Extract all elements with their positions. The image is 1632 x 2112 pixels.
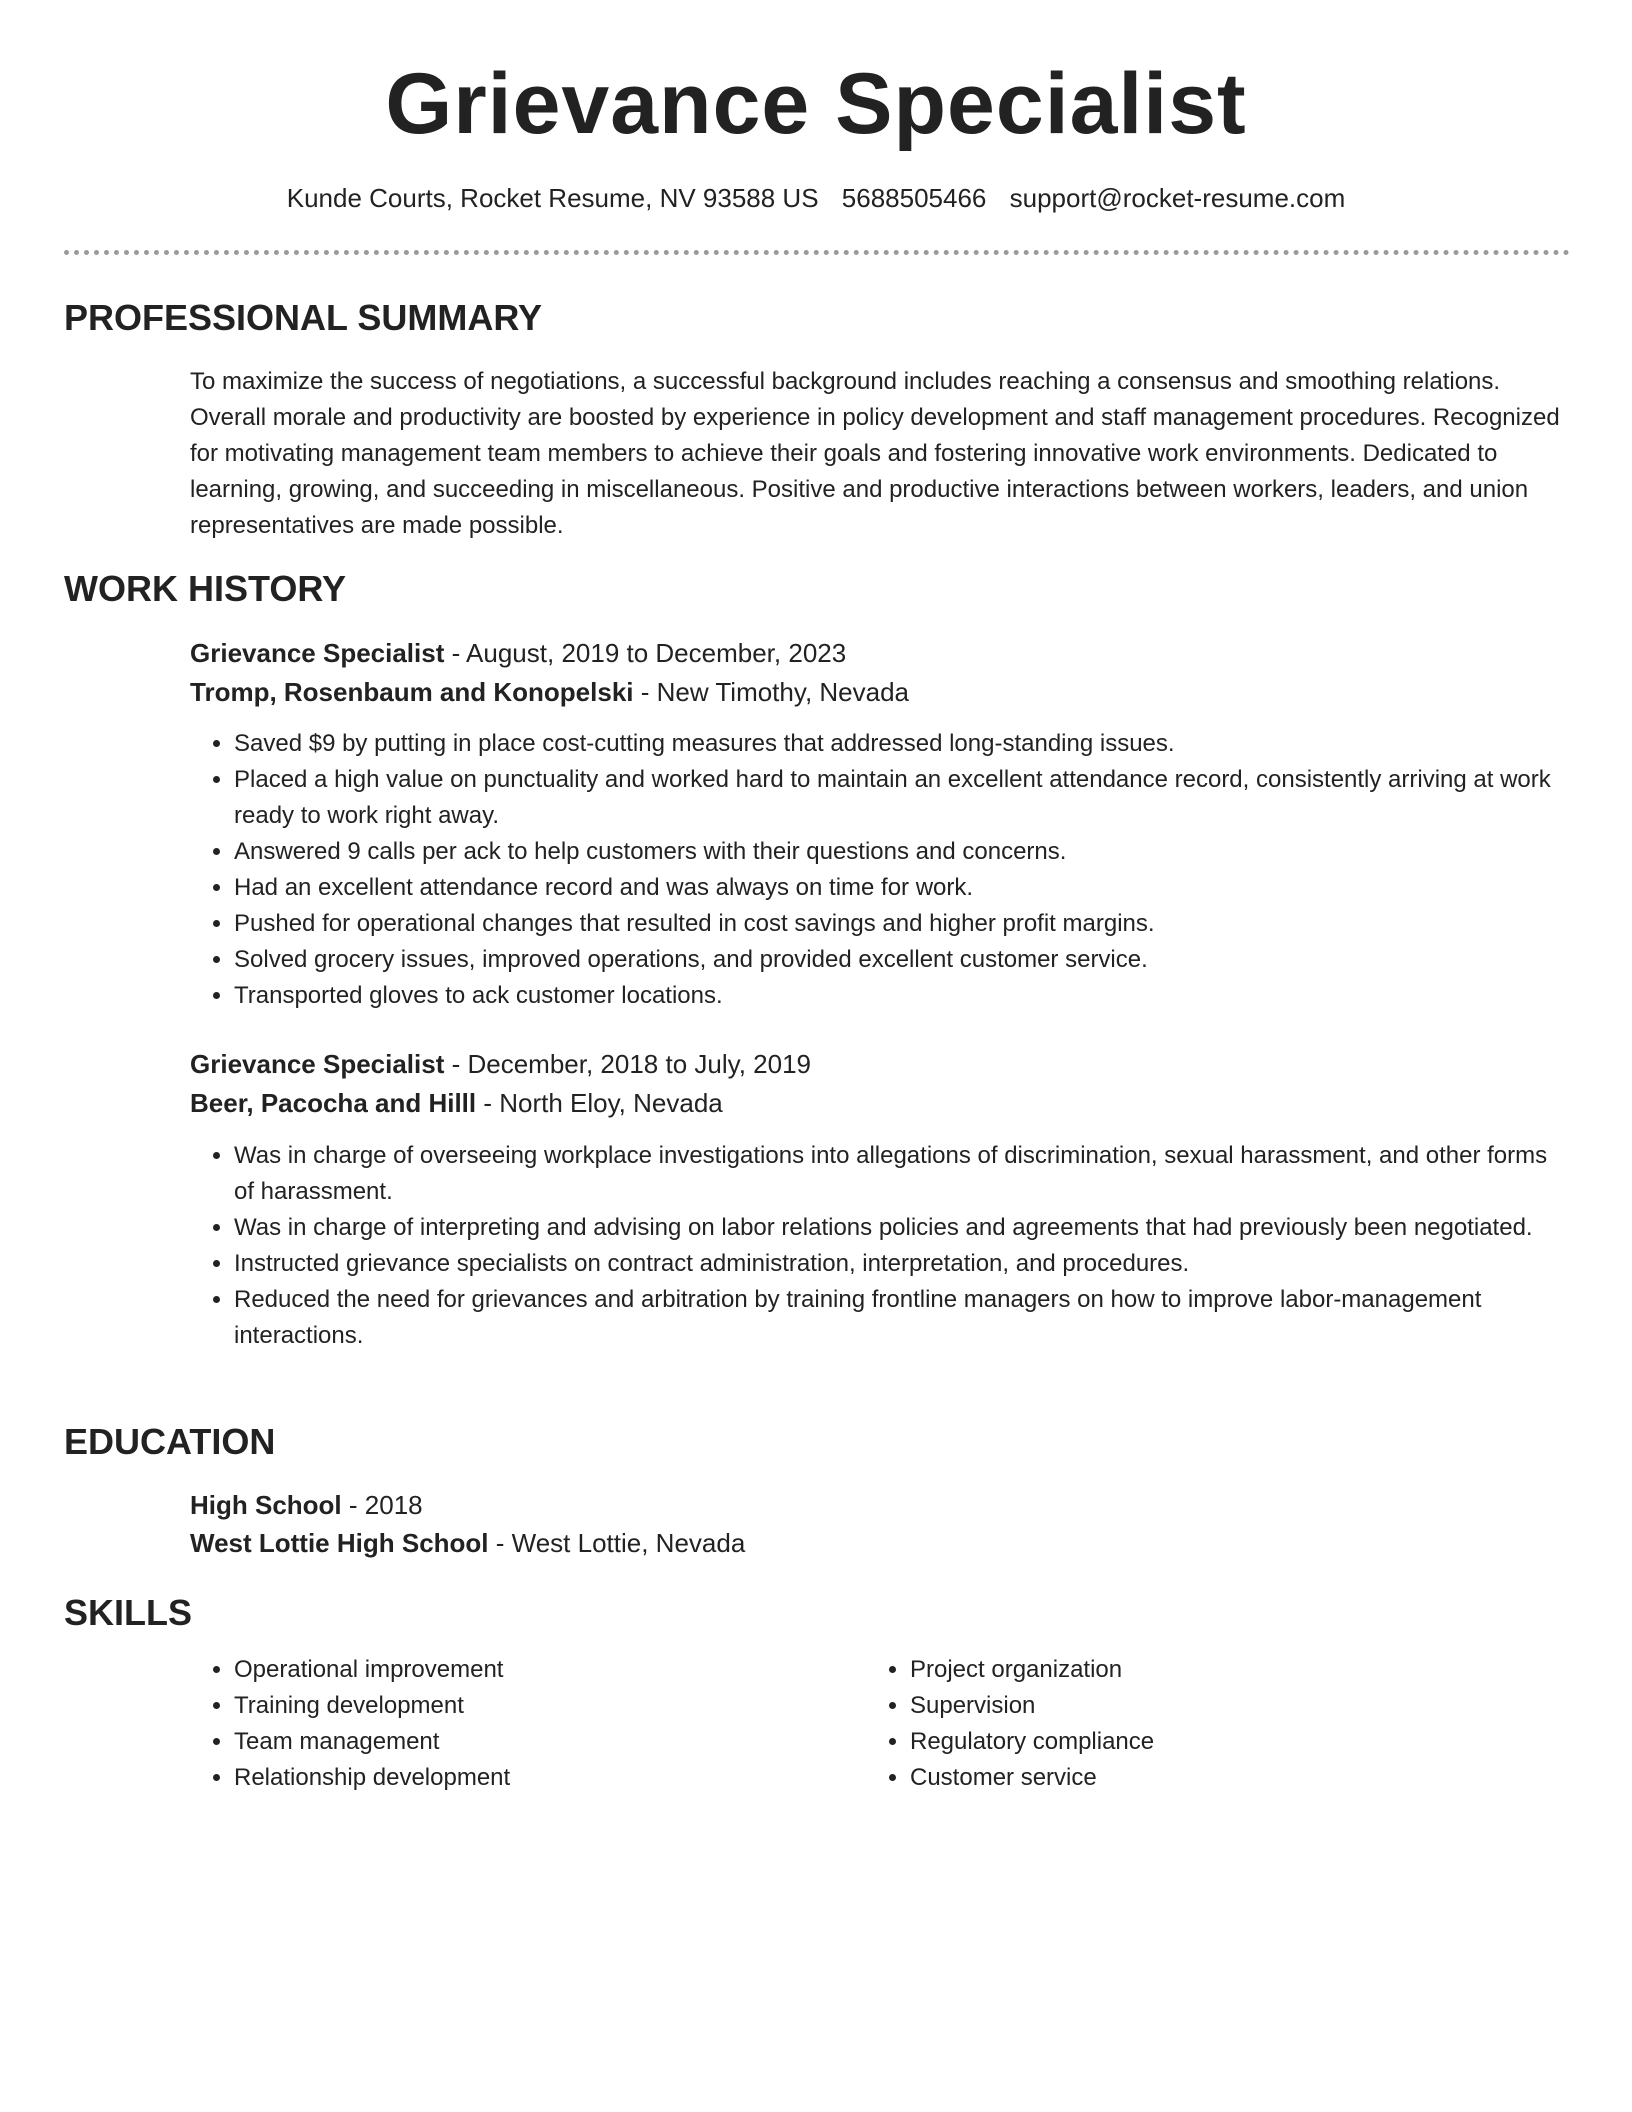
list-item: • Reduced the need for grievances and arbitration by training frontline managers on how to improve labor-management interactions. [234,1282,1570,1354]
list-item: • Answered 9 calls per ack to help customers with their questions and concerns. [234,834,1570,870]
list-item: • Transported gloves to ack customer locations. [234,978,1570,1014]
job-role: Grievance Specialist [190,1049,445,1079]
job-location: - New Timothy, Nevada [633,677,910,707]
skill-item: • Relationship development [234,1760,810,1796]
skills-list-left [190,1652,810,1796]
list-item: • Pushed for operational changes that resulted in cost savings and higher profit margins. [234,906,1570,942]
education-location: - West Lottie, Nevada [488,1528,746,1558]
skill-item: • Customer service [910,1760,1486,1796]
contact-address: Kunde Courts, Rocket Resume, NV 93588 US [286,183,819,213]
job-company-line [190,673,1570,711]
list-item: • Was in charge of interpreting and advising on labor relations policies and agreements that had previously been negotiated. [234,1210,1570,1246]
job-dates: - August, 2019 to December, 2023 [444,638,847,668]
section-title-education: EDUCATION [64,1421,276,1462]
job-title-line [190,1045,1570,1083]
section-title-skills: SKILLS [64,1592,193,1633]
skill-item: • Training development [234,1688,810,1724]
skill-item: • Regulatory compliance [910,1724,1486,1760]
list-item: • Saved $9 by putting in place cost-cutting measures that addressed long-standing issues. [234,726,1570,762]
job-location: - North Eloy, Nevada [476,1088,723,1118]
job-title-line [190,634,1570,672]
job-bullets [190,1138,1570,1354]
list-item: • Solved grocery issues, improved operations, and provided excellent customer service. [234,942,1570,978]
skills-list-right [866,1652,1486,1796]
education-degree-line [190,1486,1570,1524]
job-company: Tromp, Rosenbaum and Konopelski [190,677,634,707]
job-role: Grievance Specialist [190,638,445,668]
summary-text: To maximize the success of negotiations, a successful background includes reaching a consensus and smoothing relations. Overall morale and productivity are boosted by experience in policy development and staff management procedures. Recognized for motivating management team members to achieve their goals and fostering innovative work environments. Dedicated to learning, growing, and succeeding in miscellaneous. Positive and productive interactions between workers, leaders, and union representatives are made possible. [190,368,1560,539]
job-company-line [190,1084,1570,1122]
contact-phone: 5688505466 [841,183,987,213]
education-school: West Lottie High School [190,1528,489,1558]
skill-item: • Operational improvement [234,1652,810,1688]
resume-name: Grievance Specialist [385,56,1247,152]
education-degree: High School [190,1490,342,1520]
section-title-work-history: WORK HISTORY [64,568,347,609]
job-dates: - December, 2018 to July, 2019 [444,1049,811,1079]
contact-line [0,180,1632,216]
list-item: • Instructed grievance specialists on contract administration, interpretation, and procedures. [234,1246,1570,1282]
contact-email[interactable]: support@rocket-resume.com [1009,183,1346,213]
section-title-summary: PROFESSIONAL SUMMARY [64,297,543,338]
skill-item: • Project organization [910,1652,1486,1688]
list-item: • Placed a high value on punctuality and worked hard to maintain an excellent attendance record, consistently arriving at work ready to work right away. [234,762,1570,834]
education-school-line [190,1524,1570,1562]
list-item: • Had an excellent attendance record and was always on time for work. [234,870,1570,906]
skill-item: • Supervision [910,1688,1486,1724]
education-year: - 2018 [341,1490,423,1520]
job-bullets [190,726,1570,1014]
job-company: Beer, Pacocha and Hilll [190,1088,477,1118]
list-item: • Was in charge of overseeing workplace investigations into allegations of discrimination, sexual harassment, and other forms of harassment. [234,1138,1570,1210]
skill-item: • Team management [234,1724,810,1760]
header-divider [64,250,1570,255]
